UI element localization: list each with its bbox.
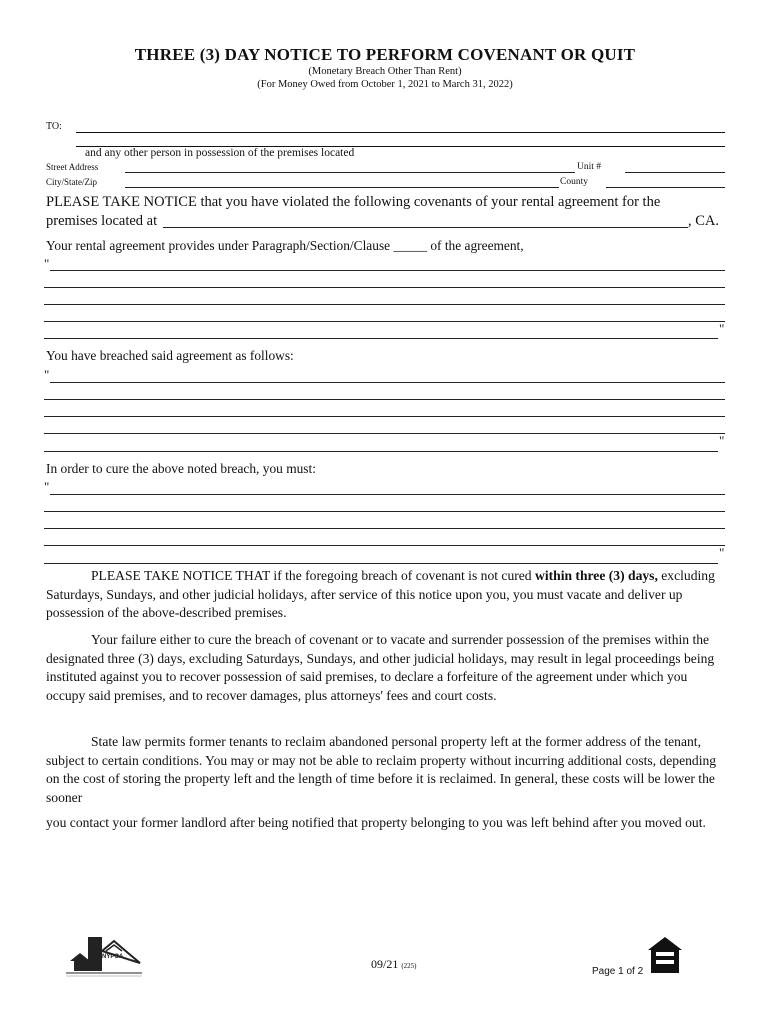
notice-paragraph-4: you contact your former landlord after being notified that property belonging to you was left behind after you moved out. <box>46 815 706 830</box>
cure-line-4[interactable] <box>44 545 725 546</box>
document-title: THREE (3) DAY NOTICE TO PERFORM COVENANT OR QUIT <box>134 45 636 64</box>
logo-text: NYPOA <box>102 954 124 960</box>
clause-number-field[interactable]: _____ <box>393 238 427 253</box>
cure-line-2[interactable] <box>44 511 725 512</box>
county-field[interactable] <box>606 187 725 188</box>
agreement-clause-line <box>46 237 524 256</box>
close-quote: " <box>719 545 725 560</box>
close-quote: " <box>719 433 725 448</box>
form-number: (225) <box>401 962 417 970</box>
revision-date: 09/21 <box>371 957 399 971</box>
notice-line-1: PLEASE TAKE NOTICE that you have violated the following covenants of your rental agreement for the <box>46 194 661 210</box>
notice-paragraph-2: Your failure either to cure the breach of covenant or to vacate and surrender possession of the premises within the designated three (3) days, excluding Saturdays, Sundays, and other judicial holidays, may result in legal proceedings being instituted against you to recover possession of said premises, to declare a forfeiture of the agreement under which you occupy said premises, and to recover damages, plus attorneys' fees and court costs. <box>46 632 715 704</box>
premises-prefix: premises located at <box>46 213 158 229</box>
to-field[interactable] <box>76 132 725 133</box>
notice-paragraph-1 <box>46 567 726 623</box>
notice-paragraph-3: State law permits former tenants to reclaim abandoned personal property left at the former address of the tenant, subject to certain conditions. You may or may not be able to reclaim property without incurring additional costs, depending on the cost of storing the property left and the length of time before it is reclaimed. In general, these costs will be lower the sooner <box>46 734 717 806</box>
provision-line-5[interactable] <box>44 338 718 339</box>
unit-field[interactable] <box>625 172 725 173</box>
document-subtitle-breach-type: (Monetary Breach Other Than Rent) <box>308 66 462 77</box>
breach-line-5[interactable] <box>44 451 718 452</box>
street-address-label: Street Address <box>46 162 99 172</box>
cure-line-1[interactable] <box>50 494 725 495</box>
agreement-prefix: Your rental agreement provides under Paragraph/Section/Clause <box>46 238 391 253</box>
open-quote: " <box>44 256 50 271</box>
notice-paragraph-1-text-b: excluding Saturdays, Sundays, and other judicial holidays, after service of this notice upon you, you must vacate and deliver up possession of the above-described premises. <box>46 568 715 621</box>
open-quote: " <box>44 479 50 494</box>
street-address-field[interactable] <box>125 172 575 173</box>
city-state-zip-label: City/State/Zip <box>46 177 97 187</box>
document-subtitle-period: (For Money Owed from October 1, 2021 to March 31, 2022) <box>257 79 513 90</box>
provision-line-2[interactable] <box>44 287 725 288</box>
agreement-suffix: of the agreement, <box>430 238 524 253</box>
provision-line-4[interactable] <box>44 321 725 322</box>
city-state-zip-field[interactable] <box>125 187 559 188</box>
breach-label: You have breached said agreement as follows: <box>46 348 294 363</box>
premises-suffix: , CA. <box>688 213 720 229</box>
notice-paragraph-1-text-a: PLEASE TAKE NOTICE THAT if the foregoing breach of covenant is not cured <box>91 568 536 583</box>
provision-line-3[interactable] <box>44 304 725 305</box>
unit-label: Unit # <box>577 162 602 172</box>
three-days-emphasis: within three (3) days, <box>535 568 658 583</box>
cure-line-3[interactable] <box>44 528 725 529</box>
breach-line-2[interactable] <box>44 399 725 400</box>
breach-line-4[interactable] <box>44 433 725 434</box>
equal-housing-icon <box>647 936 683 974</box>
cure-line-5[interactable] <box>44 563 718 564</box>
breach-line-3[interactable] <box>44 416 725 417</box>
to-label: TO: <box>46 121 62 132</box>
cure-label: In order to cure the above noted breach, you must: <box>46 461 316 476</box>
county-label: County <box>560 177 588 187</box>
page-number: Page 1 of 2 <box>592 966 644 977</box>
breach-line-1[interactable] <box>50 382 725 383</box>
close-quote: " <box>719 321 725 336</box>
logo-icon <box>66 933 146 979</box>
provision-line-1[interactable] <box>50 270 725 271</box>
form-revision <box>371 957 417 972</box>
others-in-possession-text: and any other person in possession of the premises located <box>85 147 355 159</box>
premises-field[interactable] <box>163 227 688 228</box>
open-quote: " <box>44 367 50 382</box>
